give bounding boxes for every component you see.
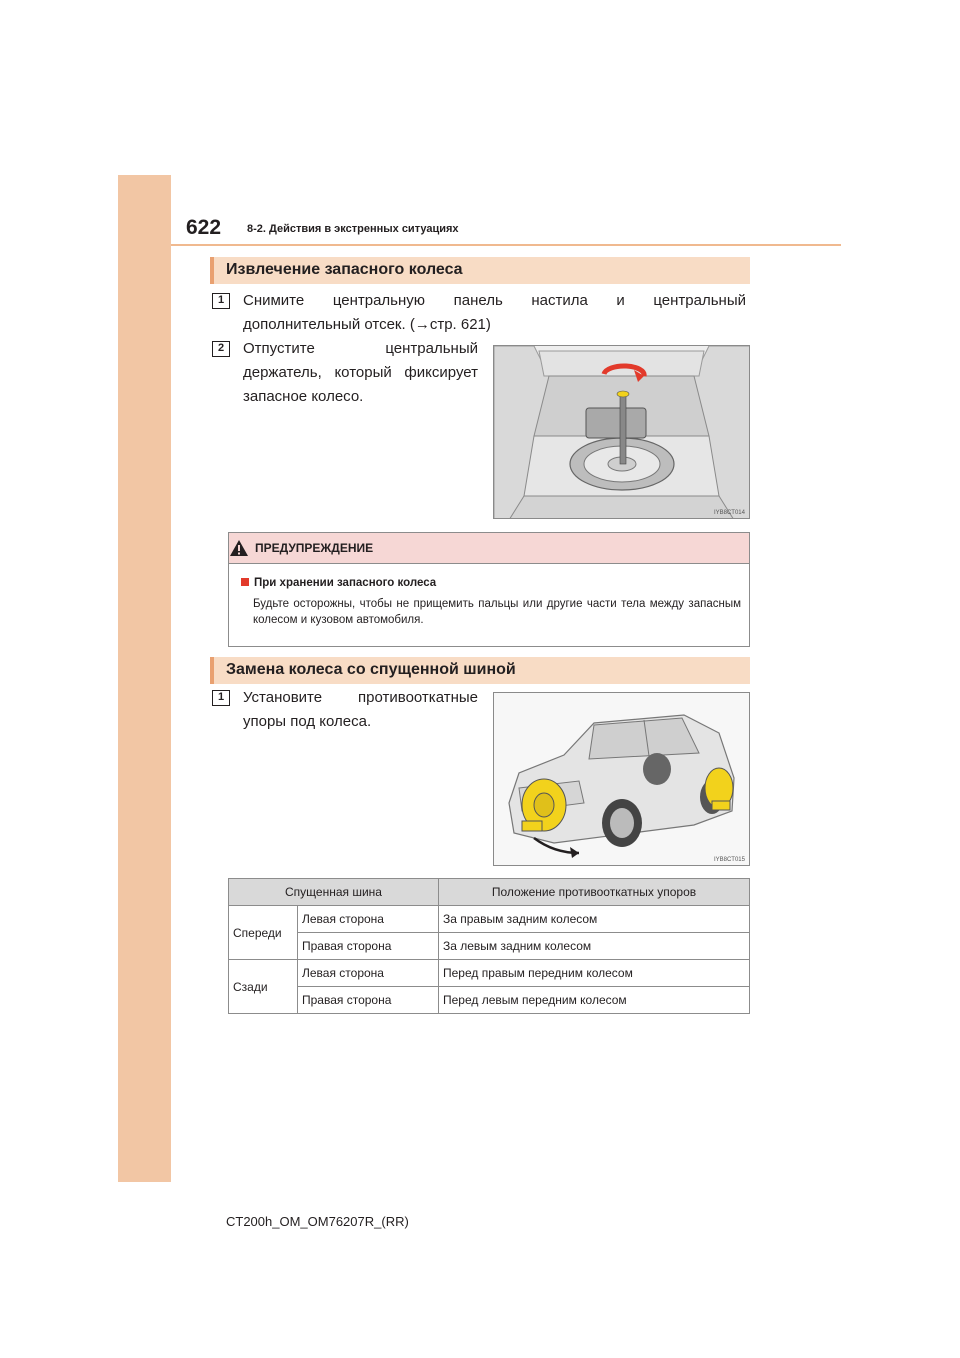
side-cell: Правая сторона bbox=[298, 987, 439, 1014]
header-rule bbox=[171, 244, 841, 246]
step-number-1: 1 bbox=[212, 293, 230, 309]
heading-text: Замена колеса со спущенной шиной bbox=[226, 661, 516, 678]
page-number: 622 bbox=[186, 216, 222, 239]
trunk-drawing bbox=[494, 346, 750, 519]
car-drawing bbox=[494, 693, 750, 866]
wheel-chocks-table bbox=[228, 878, 750, 1014]
warning-triangle-icon bbox=[229, 539, 249, 557]
position-cell: Перед правым передним колесом bbox=[439, 960, 750, 987]
footer-code: CT200h_OM_OM76207R_(RR) bbox=[226, 1214, 409, 1229]
heading-flat-tire-replacement bbox=[210, 657, 750, 684]
step2-line1: Отпустите центральный bbox=[243, 340, 478, 357]
figure-code-1: IYB8CT014 bbox=[713, 510, 745, 516]
warning-text: Будьте осторожны, чтобы не прищемить пальцы или другие части тела между запасным колесом и кузовом автомобиля. bbox=[253, 598, 741, 626]
side-cell: Левая сторона bbox=[298, 960, 439, 987]
step1-line1: Снимите центральную панель настила и центральный bbox=[243, 292, 746, 309]
wheel-chocks-illustration bbox=[493, 692, 750, 866]
group-label-front: Спереди bbox=[229, 906, 298, 960]
table-row bbox=[229, 933, 750, 960]
section2-step1-line2: упоры под колеса. bbox=[243, 713, 372, 730]
section-title: 8-2. Действия в экстренных ситуациях bbox=[247, 223, 459, 235]
warning-subtitle-text: При хранении запасного колеса bbox=[254, 577, 437, 589]
table-row bbox=[229, 960, 750, 987]
step-number-2: 2 bbox=[212, 341, 230, 357]
trunk-spare-wheel-illustration bbox=[493, 345, 750, 519]
warning-subtitle bbox=[241, 577, 436, 589]
position-cell: За левым задним колесом bbox=[439, 933, 750, 960]
table-header-flat-tire: Спущенная шина bbox=[229, 879, 439, 906]
warning-header bbox=[229, 533, 749, 564]
step1-line2: дополнительный отсек. (→стр. 621) bbox=[243, 316, 491, 333]
heading-spare-wheel-removal bbox=[210, 257, 750, 284]
warning-box bbox=[228, 532, 750, 647]
bullet-square-icon bbox=[241, 578, 249, 586]
table-header-row bbox=[229, 879, 750, 906]
step2-line2: держатель, который фиксирует bbox=[243, 364, 478, 381]
side-color-strip bbox=[118, 175, 171, 1182]
table-header-chock-position: Положение противооткатных упоров bbox=[439, 879, 750, 906]
table-row bbox=[229, 906, 750, 933]
side-cell: Правая сторона bbox=[298, 933, 439, 960]
step-number-1b: 1 bbox=[212, 690, 230, 706]
section2-step1-line1: Установите противооткатные bbox=[243, 689, 478, 706]
side-cell: Левая сторона bbox=[298, 906, 439, 933]
table-row bbox=[229, 987, 750, 1014]
figure-code-2: IYB8CT015 bbox=[713, 857, 745, 863]
heading-text: Извлечение запасного колеса bbox=[226, 261, 463, 278]
warning-title: ПРЕДУПРЕЖДЕНИЕ bbox=[255, 541, 374, 555]
section2-step1-text bbox=[243, 686, 478, 734]
position-cell: За правым задним колесом bbox=[439, 906, 750, 933]
group-label-rear: Сзади bbox=[229, 960, 298, 1014]
position-cell: Перед левым передним колесом bbox=[439, 987, 750, 1014]
step2-text bbox=[243, 337, 478, 409]
step1-text bbox=[243, 289, 746, 337]
step2-line3: запасное колесо. bbox=[243, 388, 364, 405]
